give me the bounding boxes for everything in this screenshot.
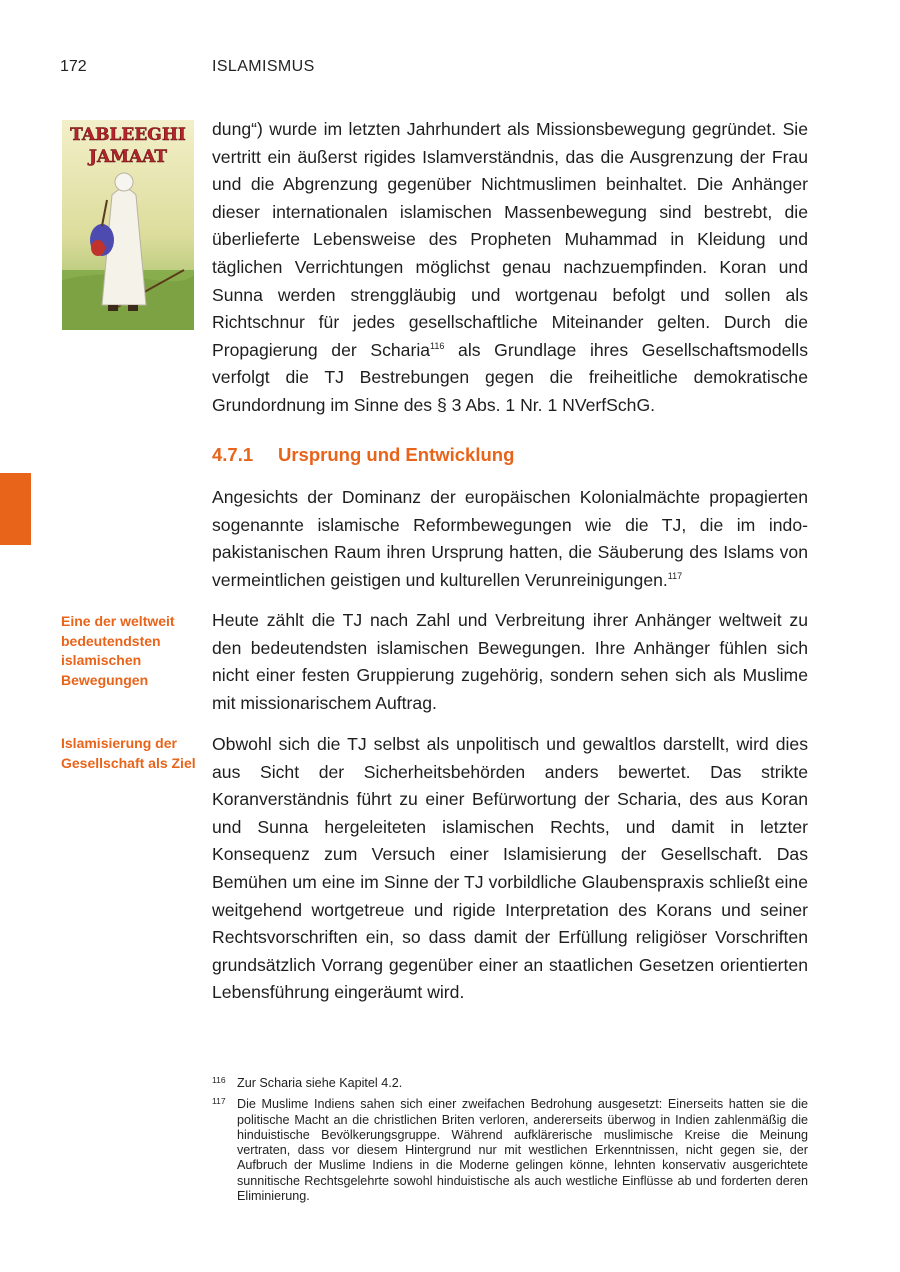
body-paragraph-3: Heute zählt die TJ nach Zahl und Verbreitung ihrer Anhänger weltweit zu den bedeutendsten islamischen Bewegungen. Ihre Anhänger fühlen sich nicht einer festen Gruppierung zugehörig, sondern sehen sich als Muslime mit missionarischem Auftrag. <box>212 610 808 713</box>
chapter-edge-tab <box>0 473 31 545</box>
footnote-ref-116[interactable]: 116 <box>430 340 445 351</box>
footnote-117-text: Die Muslime Indiens sahen sich einer zweifachen Bedrohung ausgesetzt: Einerseits hatten sie die politische Macht an die christlichen Briten verloren, andererseits überwog in Indien zahlenmäßig die hinduistische Bevölkerungsgruppe. Während aufklärerische muslimische Kreise die Meinung vertraten, dass vor diesem Hintergrund nur mit westlichen Erkenntnissen, nicht gegen sie, der Aufbruch der Muslime Indiens in die Moderne gelingen könne, lehnten konservativ ausgerichtete sunnitische Rechtsgelehrte sowohl hinduistische als auch westliche Einflüsse ab und forderten deren Eliminierung. <box>237 1097 808 1204</box>
cover-title-line2: JAMAAT <box>88 147 168 167</box>
footnote-116-text: Zur Scharia siehe Kapitel 4.2. <box>237 1076 403 1090</box>
footnote-117 <box>212 1097 808 1204</box>
footnote-116 <box>212 1076 808 1091</box>
body-paragraph-1 <box>212 116 808 420</box>
cover-illustration <box>62 120 194 330</box>
footnote-117-mark: 117 <box>212 1096 226 1107</box>
running-header: ISLAMISMUS <box>212 58 315 75</box>
paragraph-1-text-b: als Grundlage ihres Gesellschaftsmodells verfolgt die TJ Bestrebungen gegen die freiheitliche demokratische Grundordnung im Sinne des § 3 Abs. 1 Nr. 1 NVerfSchG. <box>212 339 809 415</box>
paragraph-2-text: Angesichts der Dominanz der europäischen Kolonialmächte propagierten sogenannte islamische Reformbewegungen wie die TJ, die im indo-pakistanischen Raum ihren Ursprung hatten, die Säuberung des Islams von vermeintlichen geistigen und kulturellen Verunreinigungen. <box>212 487 808 590</box>
section-number: 4.7.1 <box>212 444 254 465</box>
cover-title-line1: TABLEEGHI <box>70 125 186 145</box>
figure-bag-patch <box>91 240 105 256</box>
footnotes <box>212 1076 808 1210</box>
figure-foot-left <box>108 305 118 311</box>
figure-foot-right <box>128 305 138 311</box>
body-paragraph-4: Obwohl sich die TJ selbst als unpolitisch und gewaltlos darstellt, wird dies aus Sicht der Sicherheitsbehörden anders bewertet. Das strikte Koranverständnis führt zu einer Befürwortung der Scharia, des aus Koran und Sunna hergeleiteten islamischen Rechts, und damit in letzter Konsequenz zum Versuch einer Islamisierung der Gesellschaft. Das Bemühen um eine im Sinne der TJ vorbildliche Glaubenspraxis schließt eine weitgehend wortgetreue und rigide Interpretation des Korans und seiner Rechtsvorschriften ein, so dass damit der Erfüllung religiöser Vorschriften grundsätzlich Vorrang gegenüber einer an staatlichen Gesetzen orientierten Lebensführung eingeräumt wird. <box>212 734 808 1003</box>
footnote-ref-117[interactable]: 117 <box>667 570 683 581</box>
margin-note-1: Eine der weltweit bedeutendsten islamischen Bewegungen <box>61 613 175 688</box>
section-title: Ursprung und Entwicklung <box>278 444 515 465</box>
section-heading <box>212 444 514 466</box>
page-number: 172 <box>60 58 87 75</box>
body-paragraph-2 <box>212 484 808 594</box>
margin-note-2: Islamisierung der Gesellschaft als Ziel <box>61 735 196 771</box>
tableeghi-jamaat-cover-image <box>62 120 194 330</box>
figure-head <box>115 173 133 191</box>
footnote-116-mark: 116 <box>212 1075 226 1085</box>
paragraph-1-text-a: dung“) wurde im letzten Jahrhundert als Missionsbewegung gegründet. Sie vertritt ein äußerst rigides Islamverständnis, das die Ausgrenzung der Frau und die Abgrenzung gegenüber Nichtmuslimen beinhaltet. Die Anhänger dieser internationalen islamischen Massenbewegung sind bestrebt, die überlieferte Lebensweise des Propheten Muhammad in Kleidung und täglichen Verrichtungen möglichst genau nachzuempfinden. Koran und Sunna werden strenggläubig und wortgenau befolgt und sollen als Richtschnur für jedes gesellschaftliche Miteinander gelten. Durch die Propagierung der Scharia <box>212 119 808 360</box>
